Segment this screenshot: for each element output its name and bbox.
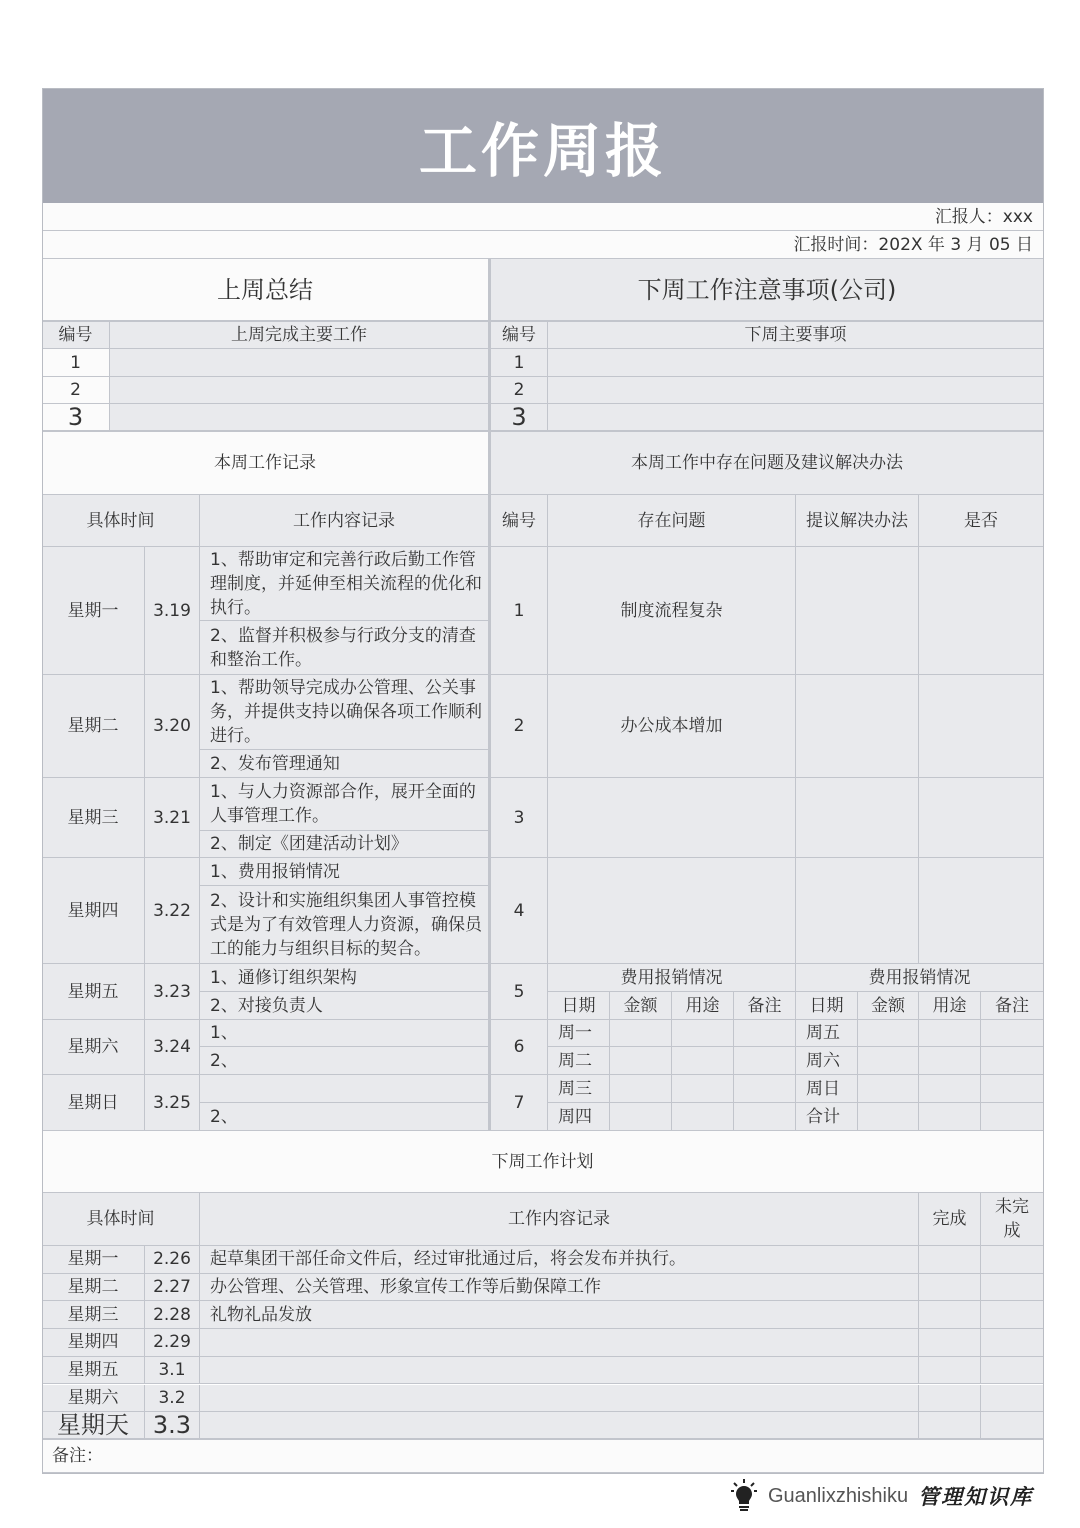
table-frame	[42, 88, 1044, 1474]
day-label: 星期二	[42, 1274, 145, 1302]
day-label: 星期三	[42, 1301, 145, 1329]
expense-date: 周二	[548, 1047, 610, 1075]
expense-col-header: 日期	[796, 992, 858, 1020]
date-label: 3.25	[145, 1075, 200, 1131]
date-label: 3.23	[145, 964, 200, 1020]
issue-number: 5	[489, 964, 548, 1020]
page-title: 工作周报	[418, 116, 667, 185]
section-title-next-week-notes: 下周工作注意事项(公司)	[489, 259, 1044, 322]
col-header: 工作内容记录	[200, 495, 489, 547]
day-label: 星期六	[42, 1385, 145, 1413]
day-label: 星期五	[42, 964, 145, 1020]
date-label: 3.20	[145, 675, 200, 778]
day-label: 星期五	[42, 1357, 145, 1385]
notes-row: 备注：	[42, 1440, 1044, 1473]
row-number: 1	[489, 349, 548, 377]
row-number: 3	[42, 404, 110, 432]
work-item: 2、制定《团建活动计划》	[200, 831, 489, 858]
day-label: 星期三	[42, 778, 145, 858]
section-title-issues: 本周工作中存在问题及建议解决办法	[489, 432, 1044, 495]
col-header: 是否	[919, 495, 1044, 547]
issue-number: 3	[489, 778, 548, 858]
date-label: 2.29	[145, 1329, 200, 1357]
work-item: 2、监督并积极参与行政分支的清查和整治工作。	[200, 621, 489, 675]
expense-date: 合计	[796, 1103, 858, 1131]
expense-col-header: 日期	[548, 992, 610, 1020]
date-label: 2.28	[145, 1301, 200, 1329]
day-label: 星期六	[42, 1020, 145, 1075]
work-item: 1、费用报销情况	[200, 858, 489, 886]
date-label: 3.2	[145, 1385, 200, 1413]
brand-chinese: 管理知识库	[918, 1484, 1034, 1509]
day-label: 星期二	[42, 675, 145, 778]
work-item: 2、设计和实施组织集团人事管控模式是为了有效管理人力资源，确保员工的能力与组织目标的契合。	[200, 886, 489, 964]
expense-date: 周三	[548, 1075, 610, 1103]
work-item: 2、	[200, 1047, 489, 1075]
work-item: 1、帮助审定和完善行政后勤工作管理制度，并延伸至相关流程的优化和执行。	[200, 547, 489, 621]
plan-content: 办公管理、公关管理、形象宣传工作等后勤保障工作	[200, 1274, 919, 1302]
row-number: 2	[489, 377, 548, 404]
row-number: 2	[42, 377, 110, 404]
col-header: 编号	[42, 322, 110, 349]
lightbulb-icon	[730, 1478, 758, 1514]
date-label: 2.26	[145, 1246, 200, 1274]
work-item: 1、	[200, 1020, 489, 1047]
col-header: 下周主要事项	[548, 322, 1044, 349]
section-title-last-week: 上周总结	[42, 259, 489, 322]
expense-date: 周日	[796, 1075, 858, 1103]
footer-logo	[730, 1476, 1033, 1516]
col-header: 编号	[489, 495, 548, 547]
date-label: 3.19	[145, 547, 200, 675]
expense-date: 周一	[548, 1020, 610, 1047]
expense-date: 周五	[796, 1020, 858, 1047]
date-label: 3.21	[145, 778, 200, 858]
issue-number: 2	[489, 675, 548, 778]
expense-date: 周四	[548, 1103, 610, 1131]
report-time: 汇报时间：202X 年 3 月 05 日	[42, 231, 1044, 259]
day-label: 星期四	[42, 1329, 145, 1357]
day-label: 星期四	[42, 858, 145, 964]
plan-content: 起草集团干部任命文件后，经过审批通过后，将会发布并执行。	[200, 1246, 919, 1274]
expense-col-header: 用途	[672, 992, 734, 1020]
reporter: 汇报人：xxx	[42, 203, 1044, 231]
day-label: 星期一	[42, 1246, 145, 1274]
work-item: 1、帮助领导完成办公管理、公关事务，并提供支持以确保各项工作顺利进行。	[200, 675, 489, 750]
issue-number: 4	[489, 858, 548, 964]
section-title-this-week: 本周工作记录	[42, 432, 489, 495]
date-label: 3.24	[145, 1020, 200, 1075]
work-item: 2、	[200, 1103, 489, 1131]
issue-number: 6	[489, 1020, 548, 1075]
issue-text: 制度流程复杂	[548, 547, 796, 675]
expense-col-header: 备注	[734, 992, 796, 1020]
col-header: 未完成	[981, 1193, 1044, 1246]
row-number: 3	[489, 404, 548, 432]
col-header: 存在问题	[548, 495, 796, 547]
col-header: 工作内容记录	[200, 1193, 919, 1246]
work-item: 1、与人力资源部合作，展开全面的人事管理工作。	[200, 778, 489, 831]
plan-content: 礼物礼品发放	[200, 1301, 919, 1329]
col-header: 具体时间	[42, 495, 200, 547]
expense-title: 费用报销情况	[548, 964, 796, 992]
day-label: 星期一	[42, 547, 145, 675]
brand-english: Guanlixzhishiku	[768, 1484, 909, 1507]
col-header: 完成	[919, 1193, 981, 1246]
date-label: 3.22	[145, 858, 200, 964]
expense-col-header: 用途	[919, 992, 981, 1020]
day-label: 星期日	[42, 1075, 145, 1131]
date-label: 3.1	[145, 1357, 200, 1385]
date-label: 2.27	[145, 1274, 200, 1302]
col-header: 具体时间	[42, 1193, 200, 1246]
expense-col-header: 备注	[981, 992, 1044, 1020]
issue-number: 1	[489, 547, 548, 675]
col-header: 上周完成主要工作	[110, 322, 489, 349]
expense-col-header: 金额	[858, 992, 919, 1020]
date-label: 3.3	[145, 1412, 200, 1440]
col-header: 提议解决办法	[796, 495, 919, 547]
expense-date: 周六	[796, 1047, 858, 1075]
work-item: 2、发布管理通知	[200, 750, 489, 778]
day-label: 星期天	[42, 1412, 145, 1440]
issue-text: 办公成本增加	[548, 675, 796, 778]
row-number: 1	[42, 349, 110, 377]
issue-number: 7	[489, 1075, 548, 1131]
expense-title: 费用报销情况	[796, 964, 1044, 992]
section-title-next-week-plan: 下周工作计划	[42, 1131, 1044, 1193]
work-item: 1、通修订组织架构	[200, 964, 489, 992]
work-item: 2、对接负责人	[200, 992, 489, 1020]
col-header: 编号	[489, 322, 548, 349]
expense-col-header: 金额	[610, 992, 672, 1020]
